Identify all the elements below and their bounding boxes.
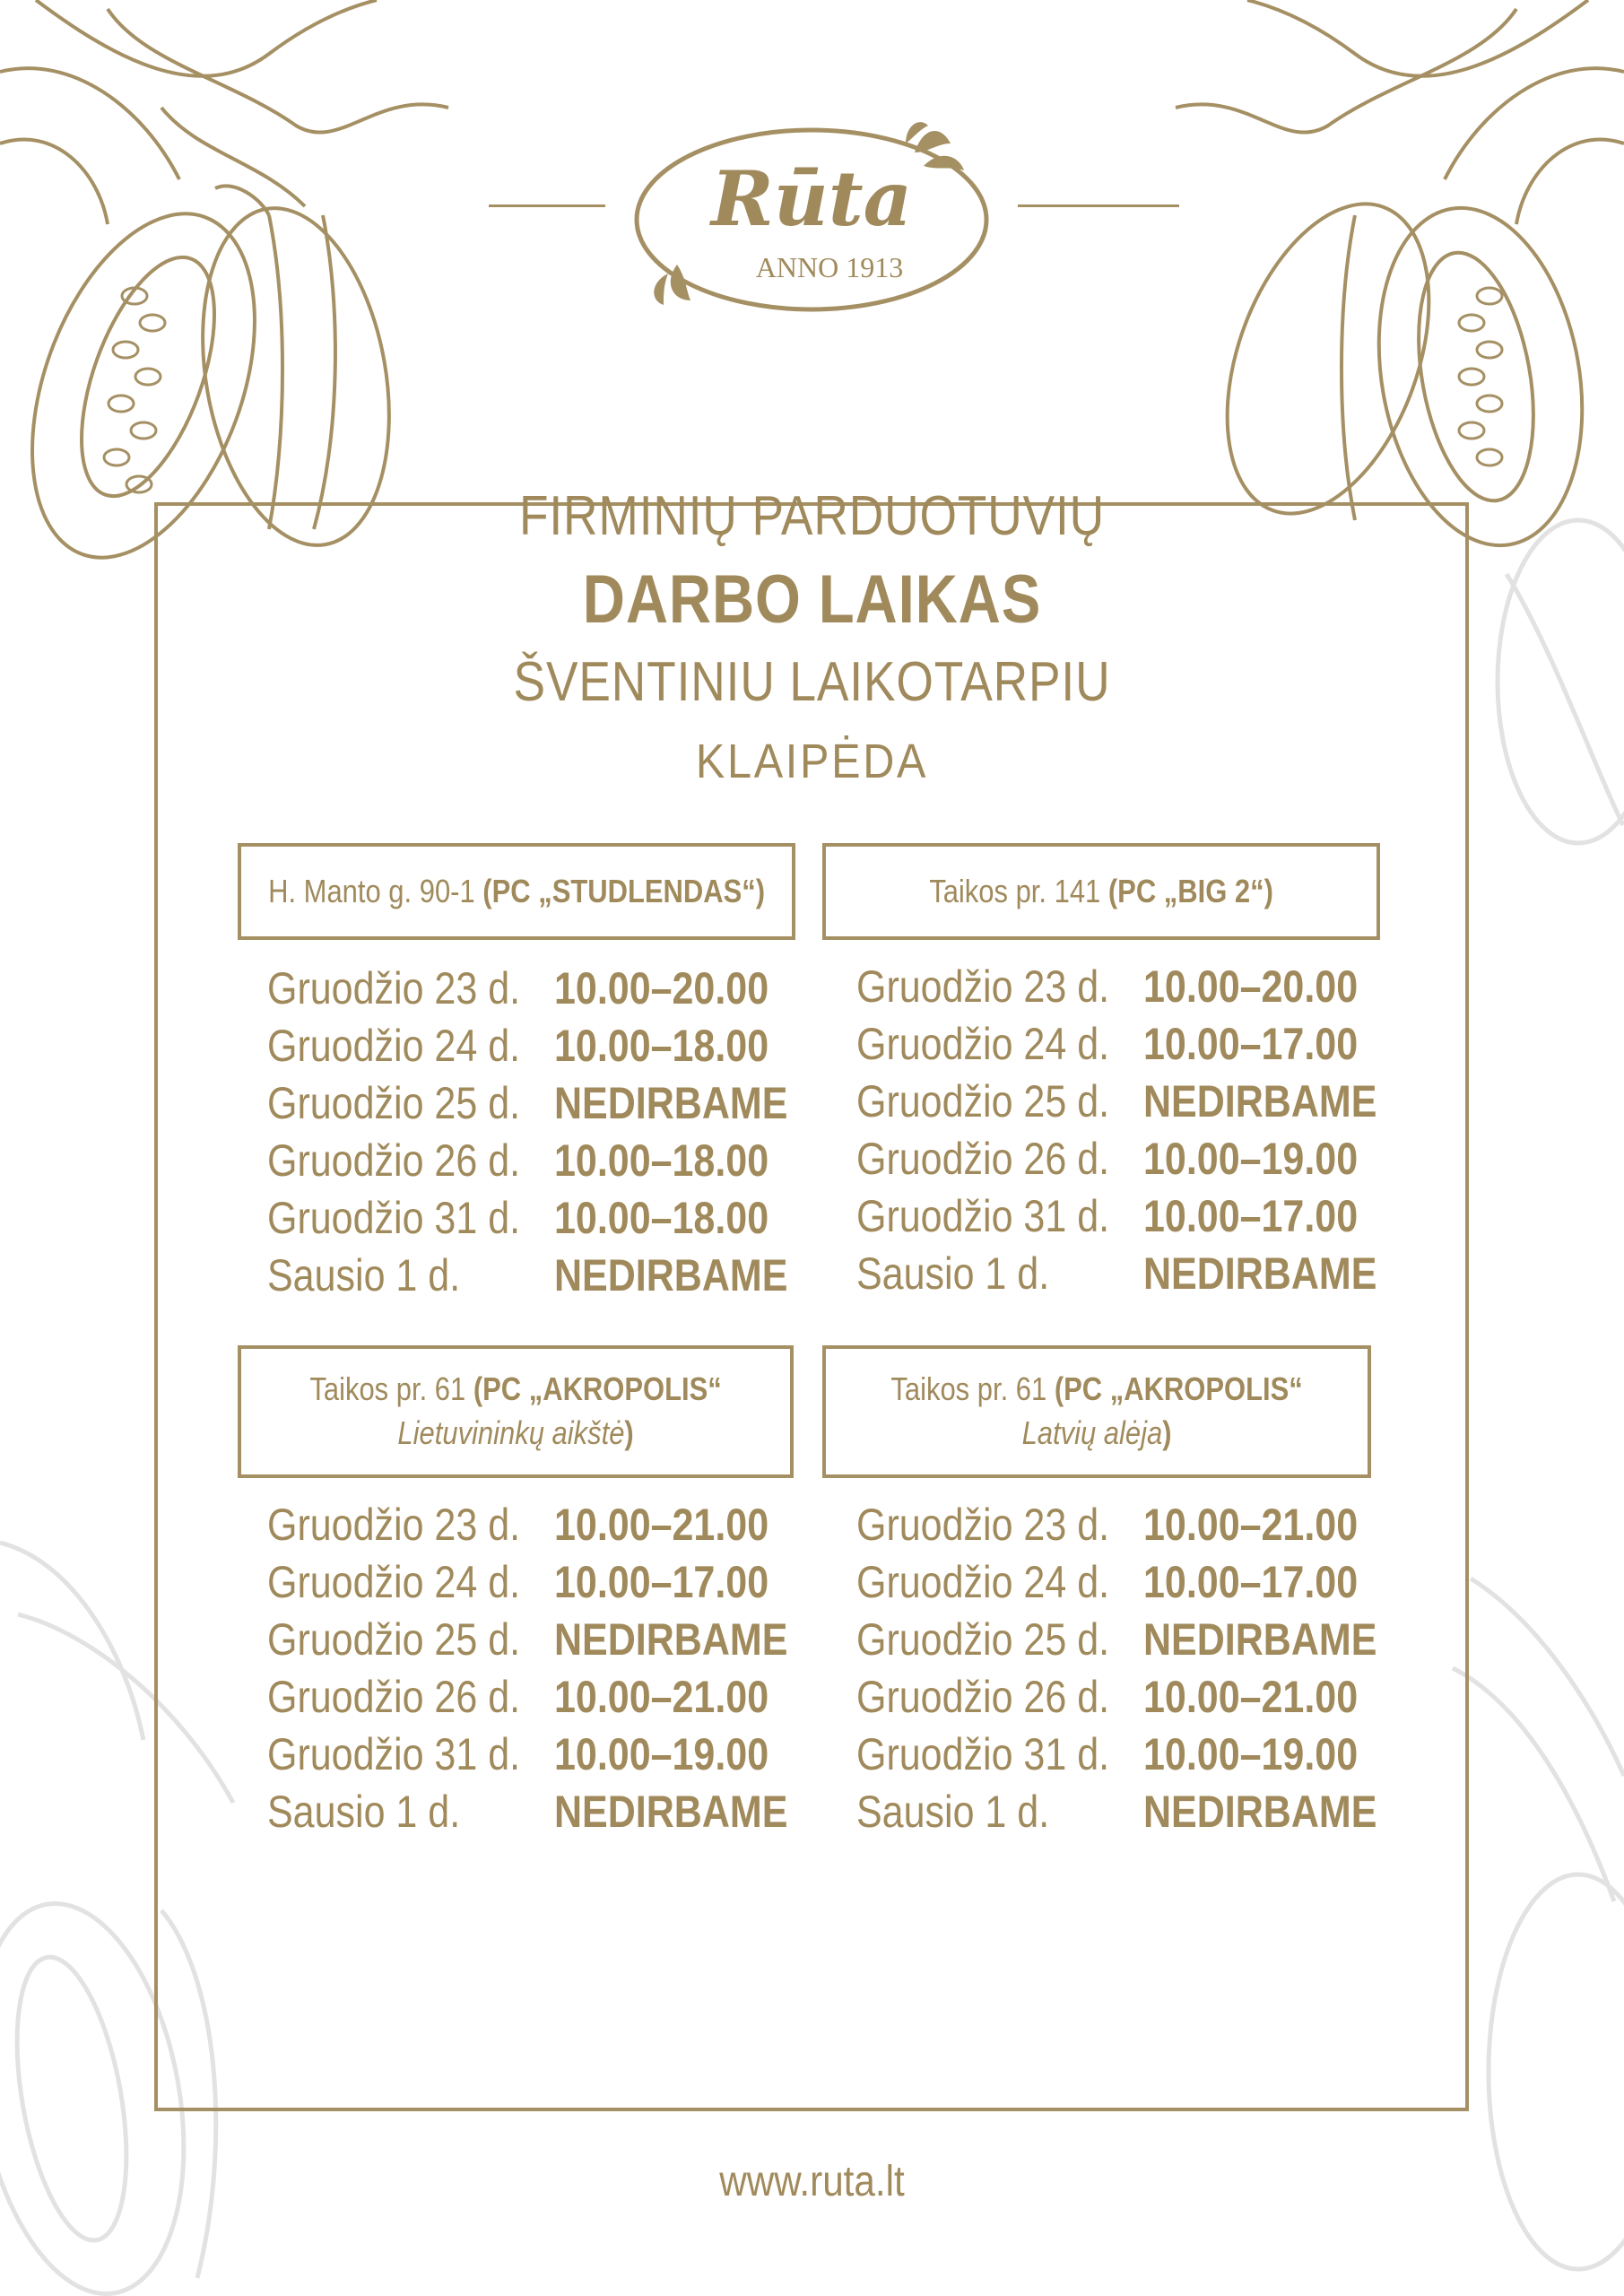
hours-day: Gruodžio 23 d. [856, 961, 1110, 1012]
hours-day: Gruodžio 26 d. [856, 1134, 1110, 1184]
brand-logo [628, 117, 995, 323]
hours-day: Gruodžio 23 d. [856, 1500, 1110, 1550]
hours-time: 10.00–17.00 [1143, 1557, 1359, 1607]
hours-row [267, 1783, 826, 1840]
store-mall: (PC „BIG 2“) [1107, 872, 1273, 909]
hours-time: 10.00–21.00 [554, 1500, 769, 1550]
brand-name: Rūta [710, 154, 913, 243]
store-address: Taikos pr. 61 [309, 1370, 473, 1408]
hours-time: 10.00–17.00 [554, 1557, 769, 1607]
hours-day: Gruodžio 25 d. [856, 1614, 1110, 1665]
store-mall: (PC „AKROPOLIS“ [473, 1370, 722, 1408]
hours-row [267, 1132, 826, 1189]
hours-day: Sausio 1 d. [856, 1248, 1050, 1299]
hours-day: Gruodžio 24 d. [267, 1021, 521, 1071]
hours-day: Gruodžio 31 d. [267, 1193, 521, 1243]
hours-day: Gruodžio 24 d. [856, 1019, 1110, 1069]
hours-time: NEDIRBAME [1143, 1076, 1377, 1126]
brand-tagline: ANNO 1913 [755, 251, 904, 283]
hours-row [267, 960, 826, 1017]
hours-day: Sausio 1 d. [267, 1250, 461, 1300]
hours-time: NEDIRBAME [1143, 1248, 1377, 1299]
hours-time: NEDIRBAME [554, 1250, 788, 1300]
hours-row [856, 1668, 1415, 1726]
heading-line-2: DARBO LAIKAS [582, 561, 1042, 638]
hours-row [856, 1726, 1415, 1783]
hours-row [267, 1247, 826, 1304]
hours-time: NEDIRBAME [1143, 1614, 1377, 1665]
store-mall: (PC „AKROPOLIS“ [1054, 1370, 1303, 1408]
hours-day: Gruodžio 31 d. [856, 1729, 1110, 1779]
hours-row [856, 1783, 1415, 1840]
hours-day: Gruodžio 25 d. [856, 1076, 1110, 1126]
hours-day: Gruodžio 26 d. [267, 1135, 521, 1186]
hours-row [856, 1073, 1415, 1130]
heading-line-1: FIRMINIŲ PARDUOTUVIŲ [518, 485, 1106, 547]
hours-day: Gruodžio 23 d. [267, 1500, 521, 1550]
hours-row [267, 1726, 826, 1783]
hours-row [267, 1074, 826, 1132]
hours-time: NEDIRBAME [554, 1614, 788, 1665]
hours-time: 10.00–19.00 [554, 1729, 769, 1779]
store-mall: (PC „STUDLENDAS“) [482, 872, 765, 909]
hours-day: Gruodžio 24 d. [267, 1557, 521, 1607]
heading-city: KLAIPĖDA [695, 735, 929, 788]
store-location: Latvių alėja [1021, 1414, 1163, 1451]
hours-row [856, 1553, 1415, 1611]
hours-row [856, 1187, 1415, 1245]
store-address: Taikos pr. 61 [890, 1370, 1055, 1408]
hours-day: Gruodžio 31 d. [267, 1729, 521, 1779]
hours-time: 10.00–18.00 [554, 1021, 769, 1071]
hours-day: Gruodžio 23 d. [267, 963, 521, 1013]
store-header-big2 [822, 843, 1380, 940]
hours-time: 10.00–18.00 [554, 1135, 769, 1186]
hours-time: 10.00–19.00 [1143, 1134, 1359, 1184]
hours-time: 10.00–17.00 [1143, 1191, 1359, 1241]
hours-row [856, 1015, 1415, 1073]
hours-time: NEDIRBAME [1143, 1787, 1377, 1837]
hours-row [267, 1668, 826, 1726]
hours-day: Gruodžio 26 d. [267, 1672, 521, 1722]
hours-day: Gruodžio 24 d. [856, 1557, 1110, 1607]
hours-row [856, 1611, 1415, 1668]
hours-row [267, 1189, 826, 1247]
hours-time: 10.00–17.00 [1143, 1019, 1359, 1069]
heading-line-3: ŠVENTINIU LAIKOTARPIU [513, 651, 1111, 713]
hours-row [267, 1017, 826, 1074]
hours-day: Gruodžio 25 d. [267, 1078, 521, 1128]
hours-time: 10.00–18.00 [554, 1193, 769, 1243]
hours-time: NEDIRBAME [554, 1078, 788, 1128]
hours-day: Gruodžio 25 d. [267, 1614, 521, 1665]
store-hours-akropolis-lietuvininku [267, 1496, 826, 1840]
hours-day: Gruodžio 26 d. [856, 1672, 1110, 1722]
hours-day: Sausio 1 d. [856, 1787, 1050, 1837]
footer-website-link[interactable]: www.ruta.lt [719, 2158, 905, 2205]
hours-time: 10.00–21.00 [1143, 1672, 1359, 1722]
store-hours-akropolis-latviu [856, 1496, 1415, 1840]
hours-row [267, 1611, 826, 1668]
hours-row [856, 1130, 1415, 1187]
hours-time: 10.00–19.00 [1143, 1729, 1359, 1779]
hours-time: NEDIRBAME [554, 1787, 788, 1837]
hours-row [856, 958, 1415, 1015]
store-address: H. Manto g. 90-1 [268, 872, 483, 909]
hours-row [267, 1553, 826, 1611]
store-location: Lietuvininkų aikštė [397, 1414, 625, 1451]
hours-row [856, 1245, 1415, 1302]
logo-divider-right [1018, 204, 1179, 207]
store-header-studlendas [238, 843, 795, 940]
hours-day: Gruodžio 31 d. [856, 1191, 1110, 1241]
store-header-akropolis-latviu: Taikos pr. 61 (PC „AKROPOLIS“ Latvių alėja) [822, 1345, 1371, 1478]
logo-divider-left [489, 204, 605, 207]
store-hours-big2 [856, 958, 1415, 1302]
hours-time: 10.00–20.00 [554, 963, 769, 1013]
hours-time: 10.00–21.00 [1143, 1500, 1359, 1550]
store-header-akropolis-lietuvininku: Taikos pr. 61 (PC „AKROPOLIS“ Lietuvininkų aikštė) [238, 1345, 794, 1478]
hours-row [267, 1496, 826, 1553]
store-hours-studlendas [267, 960, 826, 1304]
hours-row [856, 1496, 1415, 1553]
store-address: Taikos pr. 141 [929, 872, 1108, 909]
hours-time: 10.00–21.00 [554, 1672, 769, 1722]
hours-day: Sausio 1 d. [267, 1787, 461, 1837]
hours-time: 10.00–20.00 [1143, 961, 1359, 1012]
